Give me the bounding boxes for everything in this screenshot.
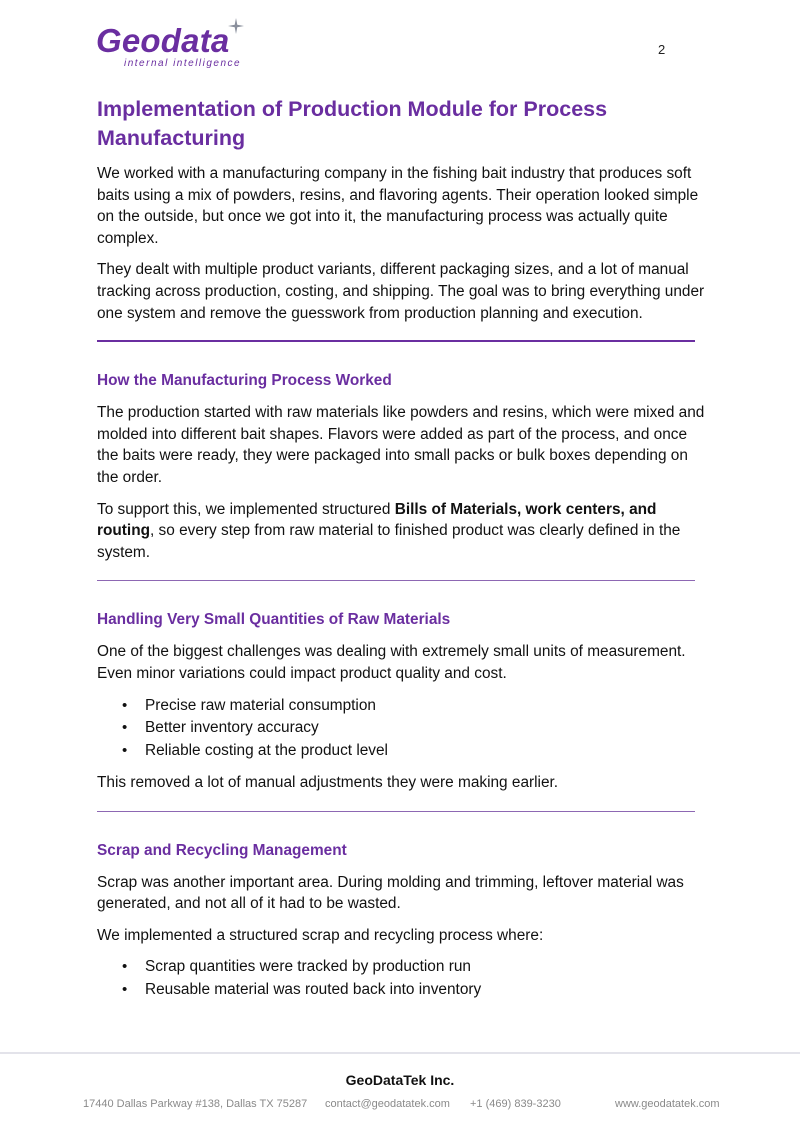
- footer-phone: +1 (469) 839-3230: [470, 1098, 561, 1110]
- list-item: • Reliable costing at the product level: [145, 740, 707, 763]
- small-quantities-paragraph-2: This removed a lot of manual adjustments they were making earlier.: [97, 774, 559, 791]
- section-heading-small-quantities: Handling Very Small Quantities of Raw Materials: [97, 611, 451, 629]
- footer-divider: [0, 1052, 800, 1054]
- footer-website-link[interactable]: www.geodatatek.com: [615, 1098, 720, 1110]
- section-divider: [97, 580, 695, 581]
- section-heading-process: How the Manufacturing Process Worked: [97, 372, 392, 390]
- logo-tagline: internal intelligence: [124, 58, 242, 69]
- intro-paragraph-1: We worked with a manufacturing company in the fishing bait industry that produces soft baits using a mix of powders, resins, and flavoring agents. Their operation looked simple on the outside, but once we got into it, the manufacturing process was actually quite complex.: [97, 165, 699, 247]
- document-title: Implementation of Production Module for Process Manufacturing: [97, 97, 608, 150]
- sparkle-icon: [228, 18, 244, 34]
- process-paragraph-2-end: , so every step from raw material to finished product was clearly defined in the system.: [97, 522, 681, 561]
- page-number: 2: [658, 42, 666, 57]
- footer-company-name: GeoDataTek Inc.: [345, 1072, 455, 1088]
- process-paragraph-2-start: To support this, we implemented structured: [97, 500, 395, 518]
- geodata-logo: [96, 18, 256, 74]
- process-paragraph-2: [97, 499, 707, 564]
- section-heading-scrap: Scrap and Recycling Management: [97, 841, 347, 859]
- scrap-list: [97, 956, 707, 1001]
- section-divider: [97, 340, 695, 342]
- logo-wordmark: Geodata: [96, 22, 230, 59]
- process-paragraph-1: The production started with raw materials like powders and resins, which were mixed and molded into different bait shapes. Flavors were added as part of the process, and once the baits were ready, they were packaged into small packs or bulk boxes depending on the order.: [97, 404, 705, 486]
- benefits-list: [97, 695, 707, 763]
- process-paragraph-2-bold: Bills of Materials, work centers, and routing: [97, 500, 657, 540]
- footer-address: 17440 Dallas Parkway #138, Dallas TX 75287: [83, 1098, 308, 1110]
- list-item: • Better inventory accuracy: [145, 717, 707, 740]
- section-divider: [97, 811, 695, 812]
- scrap-paragraph-1: Scrap was another important area. During molding and trimming, leftover material was generated, and not all of it had to be wasted.: [97, 873, 684, 913]
- scrap-paragraph-2: We implemented a structured scrap and recycling process where:: [97, 926, 544, 944]
- list-item: • Scrap quantities were tracked by production run: [145, 956, 707, 979]
- main-content: [97, 95, 707, 1011]
- list-item: • Reusable material was routed back into inventory: [145, 979, 707, 1002]
- list-item: • Precise raw material consumption: [145, 695, 707, 718]
- footer-email-link[interactable]: contact@geodatatek.com: [325, 1098, 450, 1110]
- small-quantities-paragraph-1: One of the biggest challenges was dealing with extremely small units of measurement. Even minor variations could impact product quality and cost.: [97, 643, 686, 682]
- intro-paragraph-2: They dealt with multiple product variants, different packaging sizes, and a lot of manual tracking across production, costing, and shipping. The goal was to bring everything under one system and remove the guesswork from production planning and execution.: [97, 261, 705, 322]
